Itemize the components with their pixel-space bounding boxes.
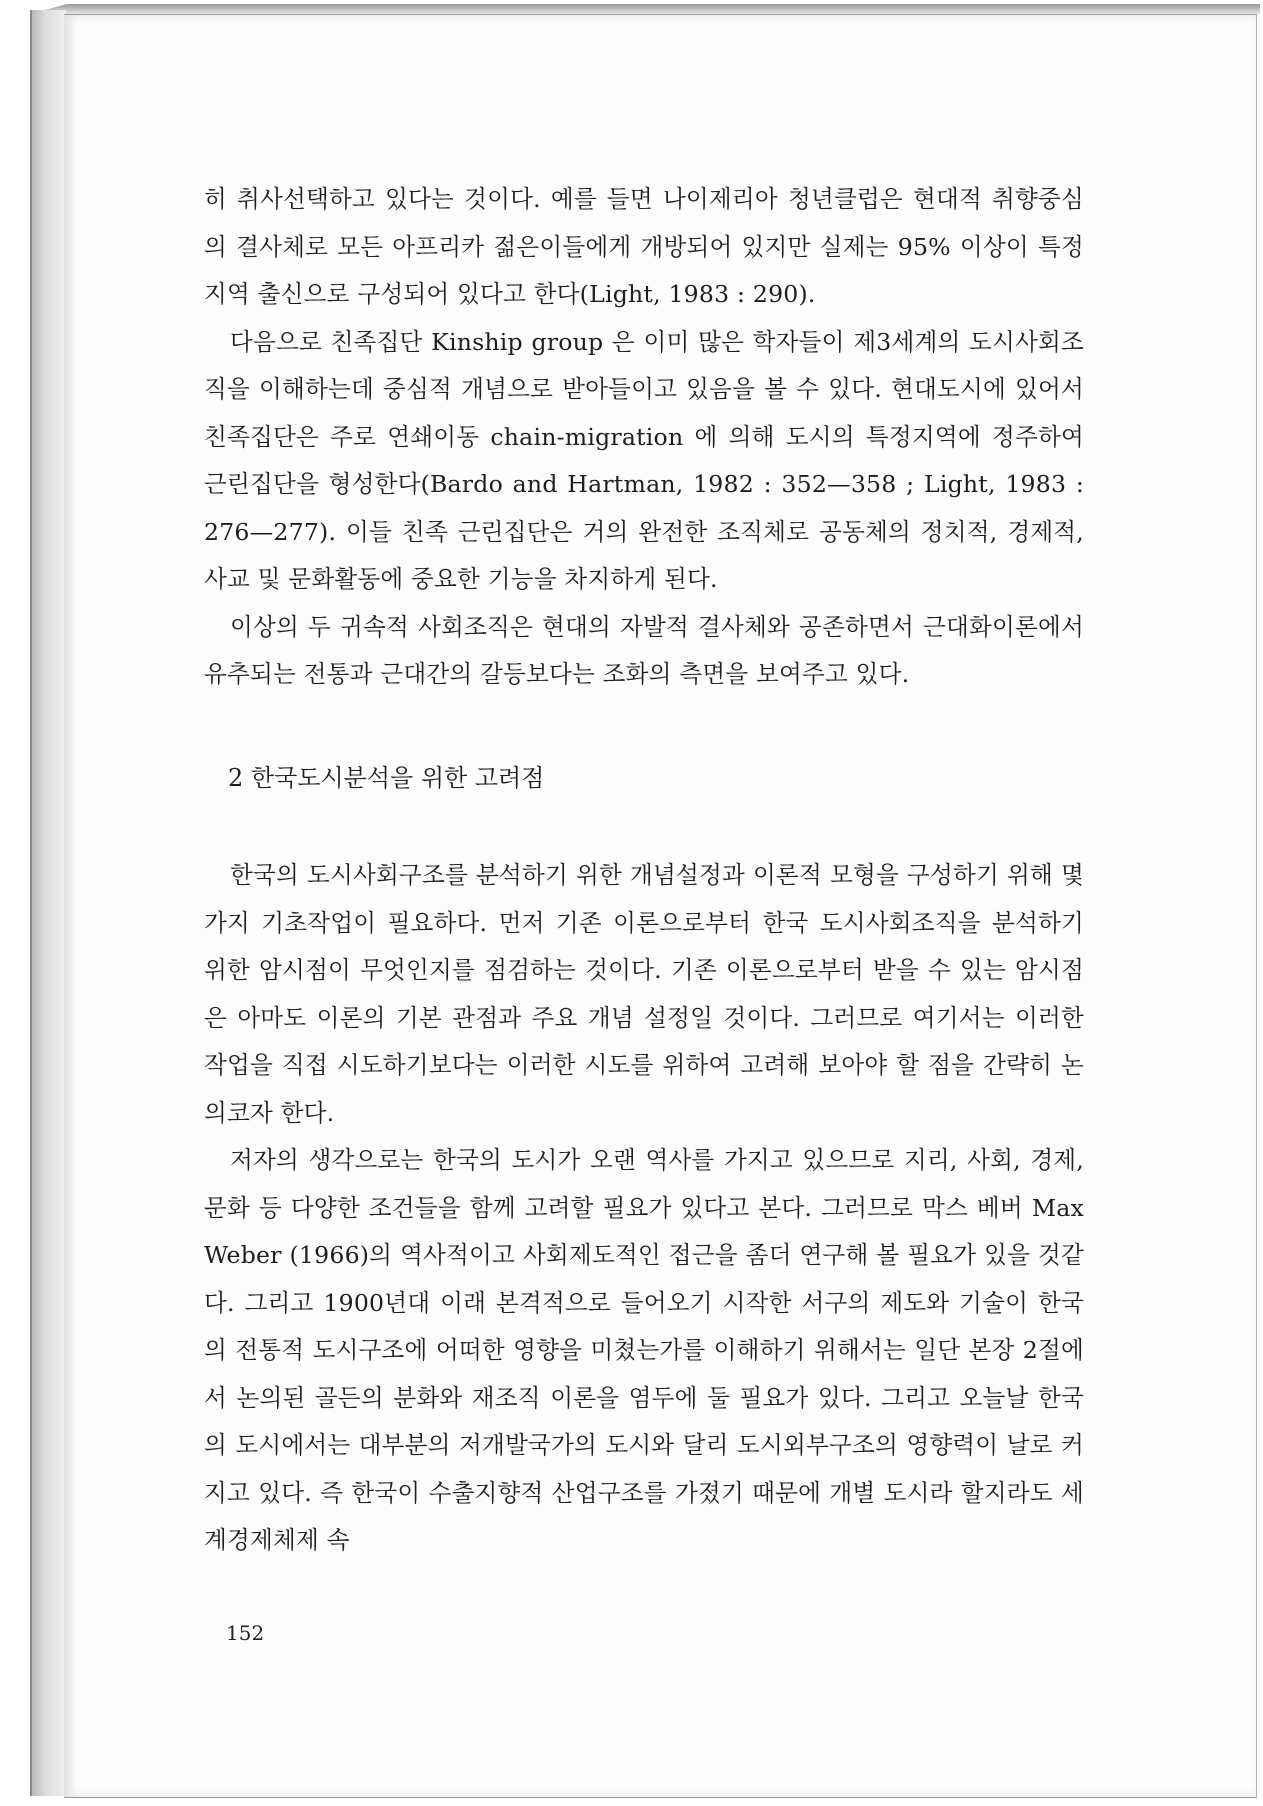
page-number: 152	[226, 1621, 265, 1645]
paragraph-3: 이상의 두 귀속적 사회조직은 현대의 자발적 결사체와 공존하면서 근대화이론에서 유추되는 전통과 근대간의 갈등보다는 조화의 측면을 보여주고 있다.	[204, 612, 1084, 688]
paragraph-4: 한국의 도시사회구조를 분석하기 위한 개념설정과 이론적 모형을 구성하기 위해 몇가지 기초작업이 필요하다. 먼저 기존 이론으로부터 한국 도시사회조직을 분석하기 위한 암시점이 무엇인지를 점검하는 것이다. 기존 이론으로부터 받을 수 있는 암시점은 아마도 이론의 기본 관점과 주요 개념 설정일 것이다. 그러므로 여기서는 이러한 작업을 직접 시도하기보다는 이러한 시도를 위하여 고려해 보아야 할 점을 간략히 논의코자 한다.	[204, 861, 1084, 1127]
book-top-edge	[30, 4, 1260, 14]
paragraph-5: 저자의 생각으로는 한국의 도시가 오랜 역사를 가지고 있으므로 지리, 사회, 경제, 문화 등 다양한 조건들을 함께 고려할 필요가 있다고 본다. 그러므로 막스 베버 Max Weber (1966)의 역사적이고 사회제도적인 접근을 좀더 연구해 볼 필요가 있을 것같다. 그리고 1900년대 이래 본격적으로 들어오기 시작한 서구의 제도와 기술이 한국의 전통적 도시구조에 어떠한 영향을 미쳤는가를 이해하기 위해서는 일단 본장 2절에서 논의된 골든의 분화와 재조직 이론을 염두에 둘 필요가 있다. 그리고 오늘날 한국의 도시에서는 대부분의 저개발국가의 도시와 달리 도시외부구조의 영향력이 날로 커지고 있다. 즉 한국이 수출지향적 산업구조를 가졌기 때문에 개별 도시라 할지라도 세계경제체제 속	[204, 1146, 1084, 1554]
book-spine-edge	[30, 10, 66, 1796]
top-text-block	[204, 176, 1084, 699]
section-heading: 2 한국도시분석을 위한 고려점	[228, 764, 545, 792]
paragraph-1: 히 취사선택하고 있다는 것이다. 예를 들면 나이제리아 청년클럽은 현대적 취향중심의 결사체로 모든 아프리카 젊은이들에게 개방되어 있지만 실제는 95% 이상이 특정 지역 출신으로 구성되어 있다고 한다(Light, 1983 : 290).	[204, 185, 1084, 308]
bottom-text-block	[204, 852, 1084, 1565]
paragraph-2: 다음으로 친족집단 Kinship group 은 이미 많은 학자들이 제3세계의 도시사회조직을 이해하는데 중심적 개념으로 받아들이고 있음을 볼 수 있다. 현대도시에 있어서 친족집단은 주로 연쇄이동 chain-migration 에 의해 도시의 특정지역에 정주하여 근린집단을 형성한다(Bardo and Hartman, 1982 : 352—358 ; Light, 1983 : 276—277). 이들 친족 근린집단은 거의 완전한 조직체로 공동체의 정치적, 경제적, 사교 및 문화활동에 중요한 기능을 차지하게 된다.	[204, 327, 1084, 593]
